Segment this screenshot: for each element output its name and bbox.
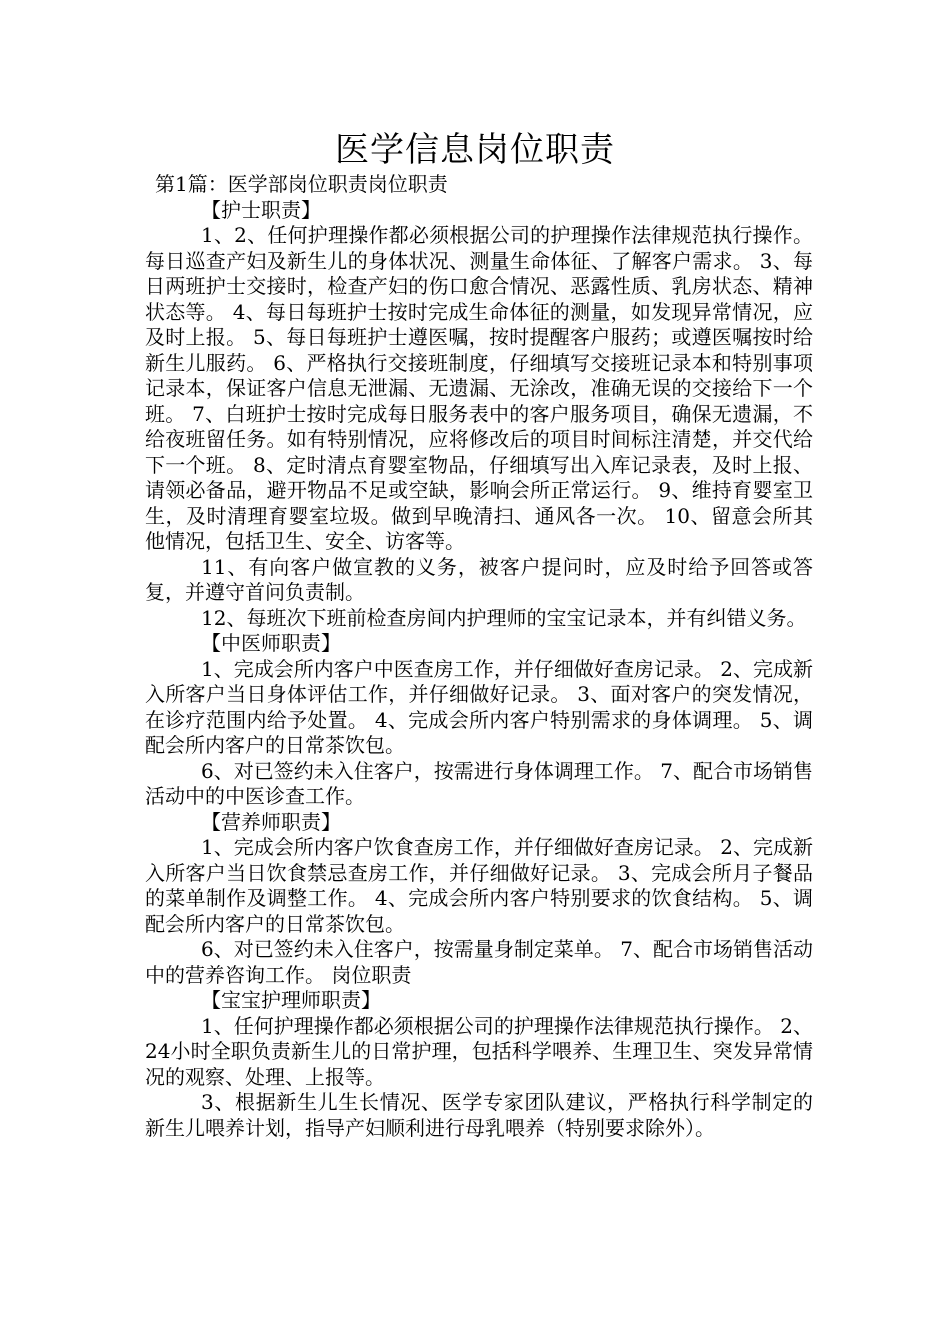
paragraph: 1、完成会所内客户饮食查房工作，并仔细做好查房记录。 2、完成新入所客户当日饮食禁忌查房工作，并仔细做好记录。 3、完成会所月子餐品的菜单制作及调整工作。 4、完成会所内客户特别要求的饮食结构。 5、调配会所内客户的日常茶饮包。 [145,835,813,936]
paragraph: 6、对已签约未入住客户，按需进行身体调理工作。 7、配合市场销售活动中的中医诊查工作。 [145,758,813,808]
document-subtitle: 第1篇：医学部岗位职责岗位职责 [155,172,448,196]
paragraph: 6、对已签约未入住客户，按需量身制定菜单。 7、配合市场销售活动中的营养咨询工作。 岗位职责 [145,937,813,987]
paragraph: 1、完成会所内客户中医查房工作，并仔细做好查房记录。 2、完成新入所客户当日身体评估工作，并仔细做好记录。 3、面对客户的突发情况，在诊疗范围内给予处置。 4、完成会所内客户特别需求的身体调理。 5、调配会所内客户的日常茶饮包。 [145,656,813,757]
paragraph: 11、有向客户做宣教的义务，被客户提问时，应及时给予回答或答复，并遵守首问负责制。 [145,554,813,604]
section-heading-nurse: 【护士职责】 [201,197,321,222]
document-title: 医学信息岗位职责 [335,130,615,170]
paragraph: 3、根据新生儿生长情况、医学专家团队建议，严格执行科学制定的新生儿喂养计划，指导产妇顺利进行母乳喂养（特别要求除外）。 [145,1090,813,1140]
paragraph: 12、每班次下班前检查房间内护理师的宝宝记录本，并有纠错义务。 [201,605,807,630]
section-heading-tcm-doctor: 【中医师职责】 [201,631,341,655]
paragraph: 1、任何护理操作都必须根据公司的护理操作法律规范执行操作。 2、24小时全职负责新生儿的日常护理，包括科学喂养、生理卫生、突发异常情况的观察、处理、上报等。 [145,1013,813,1089]
section-heading-nutritionist: 【营养师职责】 [201,809,341,834]
paragraph: 1、2、任何护理操作都必须根据公司的护理操作法律规范执行操作。 每日巡查产妇及新生儿的身体状况、测量生命体征、了解客户需求。 3、每日两班护士交接时，检查产妇的伤口愈合情况、恶露性质、乳房状态、精神状态等。 4、每日每班护士按时完成生命体征的测量，如发现异常情况，应及时上报。 5、每日每班护士遵医嘱，按时提醒客户服药；或遵医嘱按时给新生儿服药。 6、严格执行交接班制度，仔细填写交接班记录本和特别事项记录本，保证客户信息无泄漏、无遗漏、无涂改，准确无误的交接给下一个班。 7、白班护士按时完成每日服务表中的客户服务项目，确保无遗漏，不给夜班留任务。如有特别情况，应将修改后的项目时间标注清楚，并交代给下一个班。 8、定时清点育婴室物品，仔细填写出入库记录表，及时上报、请领必备品，避开物品不足或空缺，影响会所正常运行。 9、维持育婴室卫生，及时清理育婴室垃圾。做到早晚清扫、通风各一次。 10、留意会所其他情况，包括卫生、安全、访客等。 [145,223,813,553]
section-heading-baby-caregiver: 【宝宝护理师职责】 [201,988,381,1012]
document-body [145,172,813,1141]
